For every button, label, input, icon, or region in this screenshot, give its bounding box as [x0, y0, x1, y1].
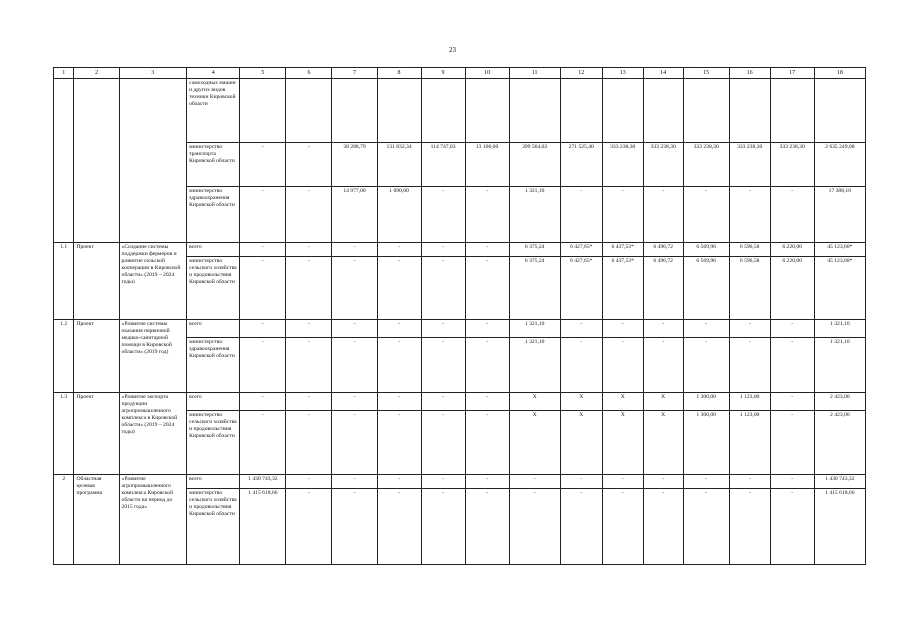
cell-v-1: -	[286, 243, 332, 257]
cell-v-5: -	[465, 475, 509, 489]
cell-c: «Развитие экспорта продукции агропромышленного комплекса в Кировской области» (2019 – 2024 годы)	[119, 393, 187, 475]
cell-v-13: 1 321,10	[814, 320, 865, 338]
cell-v-5: -	[465, 257, 509, 320]
cell-v-13: 2 423,00	[814, 411, 865, 475]
table-row	[54, 320, 866, 338]
cell-v-11: -	[729, 187, 770, 243]
cell-v-13: 45 123,68*	[814, 257, 865, 320]
cell-v-7: 271 525,40	[560, 143, 602, 187]
cell-v-13	[814, 79, 865, 143]
cell-v-7	[560, 79, 602, 143]
cell-v-0: 1 415 618,66	[240, 489, 286, 565]
cell-v-0: -	[240, 393, 286, 411]
cell-v-5	[465, 79, 509, 143]
cell-v-0: -	[240, 143, 286, 187]
cell-v-12: 6 220,00	[770, 243, 814, 257]
cell-v-12: -	[770, 475, 814, 489]
cell-v-4: -	[421, 475, 465, 489]
cell-c	[119, 79, 187, 243]
cell-v-6: -	[509, 489, 560, 565]
cell-v-0: 1 430 743,32	[240, 475, 286, 489]
cell-v-11: -	[729, 475, 770, 489]
header-cell: 12	[560, 68, 602, 79]
cell-v-6: 399 564,02	[509, 143, 560, 187]
cell-v-9: X	[643, 411, 683, 475]
cell-v-10: -	[683, 489, 729, 565]
cell-v-8: -	[602, 475, 643, 489]
cell-v-11: 6 596,58	[729, 243, 770, 257]
cell-v-5: -	[465, 411, 509, 475]
cell-v-9: -	[643, 320, 683, 338]
cell-v-5: -	[465, 243, 509, 257]
cell-v-9: 6 496,72	[643, 243, 683, 257]
cell-v-10: 6 569,96	[683, 243, 729, 257]
cell-v-11: 333 238,30	[729, 143, 770, 187]
cell-v-6: -	[509, 475, 560, 489]
cell-v-1: -	[286, 489, 332, 565]
header-cell: 16	[729, 68, 770, 79]
cell-v-1: -	[286, 187, 332, 243]
cell-v-2: -	[332, 411, 377, 475]
header-cell: 13	[602, 68, 643, 79]
header-cell: 11	[509, 68, 560, 79]
cell-v-10: -	[683, 475, 729, 489]
cell-v-4: -	[421, 187, 465, 243]
cell-v-5: -	[465, 187, 509, 243]
header-cell: 5	[240, 68, 286, 79]
cell-v-10: -	[683, 187, 729, 243]
cell-b: Проект	[74, 393, 119, 475]
table-row	[54, 243, 866, 257]
cell-v-1: -	[286, 411, 332, 475]
cell-a: 1.3	[54, 393, 74, 475]
cell-v-13: 2 423,00	[814, 393, 865, 411]
cell-b: Проект	[74, 320, 119, 393]
cell-v-2: -	[332, 393, 377, 411]
cell-v-7: -	[560, 320, 602, 338]
cell-v-2: -	[332, 257, 377, 320]
cell-v-7: X	[560, 393, 602, 411]
cell-v-11: 1 123,00	[729, 411, 770, 475]
cell-v-2	[332, 79, 377, 143]
cell-v-12: -	[770, 187, 814, 243]
cell-v-12: -	[770, 393, 814, 411]
cell-d: самоходных машин и других видов техники Кировской области	[187, 79, 240, 143]
cell-v-11: -	[729, 489, 770, 565]
cell-v-12: 333 238,30	[770, 143, 814, 187]
header-cell: 14	[643, 68, 683, 79]
cell-v-8: 333 238,30	[602, 143, 643, 187]
table-row	[54, 79, 866, 143]
cell-d: министерство сельского хозяйства и продовольствия Кировской области	[187, 257, 240, 320]
cell-v-10: 1 300,00	[683, 411, 729, 475]
cell-v-7: -	[560, 489, 602, 565]
cell-v-2: 38 288,79	[332, 143, 377, 187]
cell-v-0: -	[240, 338, 286, 393]
cell-v-3: -	[377, 411, 421, 475]
header-cell: 6	[286, 68, 332, 79]
cell-v-3: 131 832,34	[377, 143, 421, 187]
header-cell: 17	[770, 68, 814, 79]
header-cell: 18	[814, 68, 865, 79]
cell-v-2: -	[332, 475, 377, 489]
cell-v-0: -	[240, 187, 286, 243]
cell-v-2: 14 977,00	[332, 187, 377, 243]
cell-v-3: 1 090,00	[377, 187, 421, 243]
cell-v-8: -	[602, 338, 643, 393]
cell-v-10: 333 238,30	[683, 143, 729, 187]
cell-v-6	[509, 79, 560, 143]
cell-b	[74, 79, 119, 243]
cell-v-6: 1 321,10	[509, 320, 560, 338]
cell-v-3: -	[377, 243, 421, 257]
cell-v-11	[729, 79, 770, 143]
cell-v-11: -	[729, 338, 770, 393]
cell-v-12: -	[770, 489, 814, 565]
cell-v-4	[421, 79, 465, 143]
cell-v-9: -	[643, 489, 683, 565]
cell-v-4: 114 747,03	[421, 143, 465, 187]
cell-d: всего	[187, 475, 240, 489]
cell-v-0: -	[240, 243, 286, 257]
cell-v-10: 1 300,00	[683, 393, 729, 411]
cell-d: министерство транспорта Кировской области	[187, 143, 240, 187]
cell-v-3: -	[377, 489, 421, 565]
cell-v-10: -	[683, 320, 729, 338]
cell-v-1: -	[286, 257, 332, 320]
cell-v-10: 6 569,96	[683, 257, 729, 320]
header-cell: 10	[465, 68, 509, 79]
cell-b: Областная целевая программа	[74, 475, 119, 565]
cell-v-13: 45 123,68*	[814, 243, 865, 257]
cell-v-5: -	[465, 320, 509, 338]
header-cell: 8	[377, 68, 421, 79]
cell-v-13: 1 430 743,32	[814, 475, 865, 489]
cell-d: всего	[187, 393, 240, 411]
header-cell: 3	[119, 68, 187, 79]
cell-v-3: -	[377, 338, 421, 393]
cell-v-13: 2 635 249,08	[814, 143, 865, 187]
cell-v-5: -	[465, 338, 509, 393]
cell-v-3: -	[377, 393, 421, 411]
cell-v-10: -	[683, 338, 729, 393]
cell-v-9: 333 238,30	[643, 143, 683, 187]
cell-v-2: -	[332, 338, 377, 393]
cell-v-6: 1 321,10	[509, 187, 560, 243]
header-cell: 1	[54, 68, 74, 79]
cell-v-1: -	[286, 338, 332, 393]
cell-v-9	[643, 79, 683, 143]
cell-v-4: -	[421, 257, 465, 320]
cell-v-9: -	[643, 187, 683, 243]
cell-b: Проект	[74, 243, 119, 320]
cell-v-7: -	[560, 338, 602, 393]
budget-table	[53, 67, 866, 565]
cell-v-6: X	[509, 393, 560, 411]
cell-v-7: -	[560, 187, 602, 243]
cell-v-12: -	[770, 411, 814, 475]
cell-v-5: -	[465, 393, 509, 411]
cell-d: министерство здравоохранения Кировской области	[187, 187, 240, 243]
cell-v-12: 6 220,00	[770, 257, 814, 320]
header-cell: 15	[683, 68, 729, 79]
header-cell: 9	[421, 68, 465, 79]
cell-d: министерство сельского хозяйства и продовольствия Кировской области	[187, 411, 240, 475]
cell-v-2: -	[332, 320, 377, 338]
cell-v-13: 1 415 618,66	[814, 489, 865, 565]
cell-v-1: -	[286, 143, 332, 187]
cell-c: «Создание системы поддержки фермеров и развитие сельской кооперации в Кировской области» (2019 – 2024 годы)	[119, 243, 187, 320]
cell-v-3: -	[377, 475, 421, 489]
cell-v-12	[770, 79, 814, 143]
cell-v-5: 13 100,00	[465, 143, 509, 187]
cell-v-12: -	[770, 320, 814, 338]
cell-v-1: -	[286, 393, 332, 411]
cell-v-4: -	[421, 393, 465, 411]
cell-v-4: -	[421, 338, 465, 393]
cell-v-2: -	[332, 243, 377, 257]
cell-v-11: 1 123,00	[729, 393, 770, 411]
cell-v-6: X	[509, 411, 560, 475]
cell-v-1: -	[286, 475, 332, 489]
cell-v-4: -	[421, 320, 465, 338]
cell-v-13: 1 321,10	[814, 338, 865, 393]
cell-a	[54, 79, 74, 243]
cell-v-7: -	[560, 475, 602, 489]
cell-d: всего	[187, 243, 240, 257]
header-row	[54, 68, 866, 79]
header-cell: 4	[187, 68, 240, 79]
cell-d: всего	[187, 320, 240, 338]
cell-v-8: -	[602, 320, 643, 338]
cell-v-8	[602, 79, 643, 143]
cell-v-10	[683, 79, 729, 143]
cell-v-3	[377, 79, 421, 143]
cell-v-0: -	[240, 257, 286, 320]
cell-v-9: 6 496,72	[643, 257, 683, 320]
cell-d: министерство здравоохранения Кировской области	[187, 338, 240, 393]
cell-v-11: -	[729, 320, 770, 338]
page-number: 23	[449, 46, 456, 54]
header-cell: 7	[332, 68, 377, 79]
cell-v-8: X	[602, 393, 643, 411]
cell-v-3: -	[377, 257, 421, 320]
cell-v-8: -	[602, 489, 643, 565]
cell-v-7: 6 427,65*	[560, 257, 602, 320]
cell-v-8: -	[602, 187, 643, 243]
cell-v-6: 6 375,24	[509, 243, 560, 257]
cell-v-0: -	[240, 320, 286, 338]
cell-v-6: 1 321,10	[509, 338, 560, 393]
table-row	[54, 393, 866, 411]
cell-v-13: 17 388,10	[814, 187, 865, 243]
cell-v-9: -	[643, 338, 683, 393]
cell-a: 1.1	[54, 243, 74, 320]
cell-v-0: -	[240, 411, 286, 475]
cell-v-7: 6 427,65*	[560, 243, 602, 257]
cell-v-12: -	[770, 338, 814, 393]
cell-v-1	[286, 79, 332, 143]
cell-v-8: 6 437,53*	[602, 257, 643, 320]
cell-v-1: -	[286, 320, 332, 338]
cell-v-2: -	[332, 489, 377, 565]
cell-v-9: -	[643, 475, 683, 489]
table-row	[54, 475, 866, 489]
cell-v-11: 6 596,58	[729, 257, 770, 320]
table-body	[54, 79, 866, 565]
cell-v-3: -	[377, 320, 421, 338]
cell-v-4: -	[421, 243, 465, 257]
cell-v-7: X	[560, 411, 602, 475]
cell-v-8: 6 437,53*	[602, 243, 643, 257]
cell-v-9: X	[643, 393, 683, 411]
cell-d: министерство сельского хозяйства и продовольствия Кировской области	[187, 489, 240, 565]
cell-v-4: -	[421, 411, 465, 475]
cell-v-8: X	[602, 411, 643, 475]
cell-v-5: -	[465, 489, 509, 565]
cell-a: 2	[54, 475, 74, 565]
cell-v-4: -	[421, 489, 465, 565]
cell-v-0	[240, 79, 286, 143]
header-cell: 2	[74, 68, 119, 79]
cell-c: «Развитие системы оказания первичной медико-санитарной помощи в Кировской области» (2019 год)	[119, 320, 187, 393]
cell-c: «Развитие агропромышленного комплекса Кировской области на период до 2015 года»	[119, 475, 187, 565]
cell-v-6: 6 375,24	[509, 257, 560, 320]
cell-a: 1.2	[54, 320, 74, 393]
